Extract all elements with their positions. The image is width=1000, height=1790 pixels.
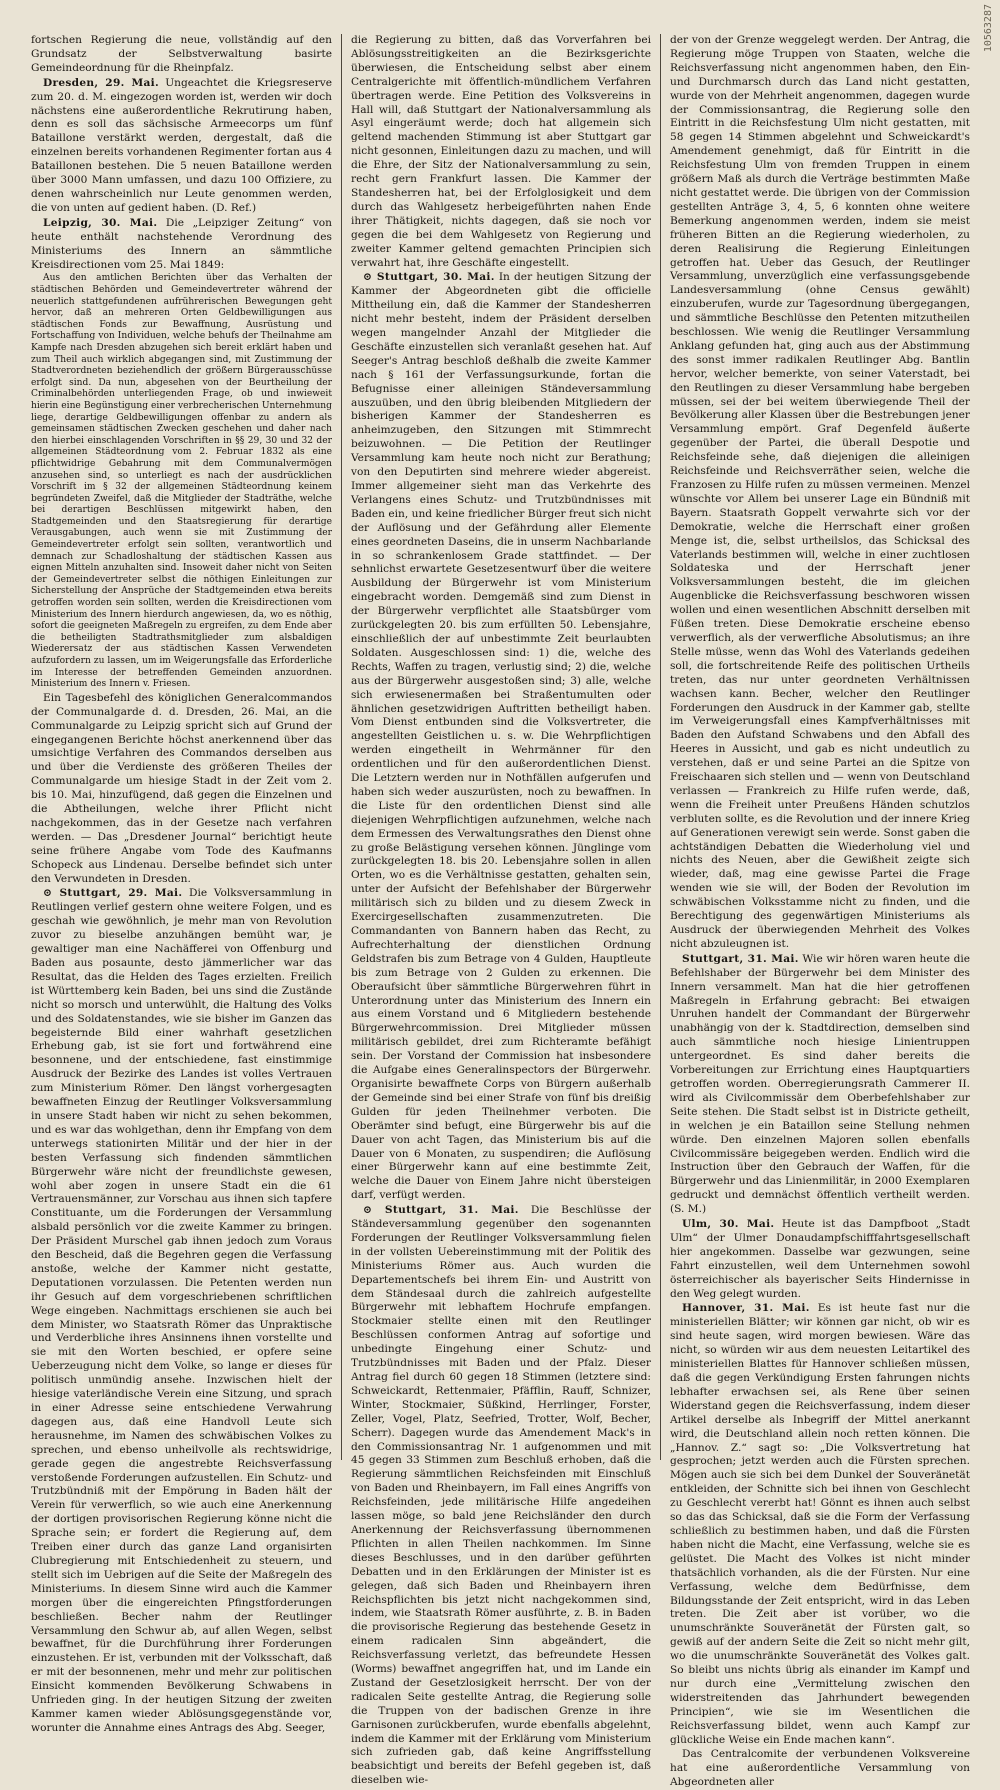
article-text: die Regierung zu bitten, daß das Vorverfahren bei Ablösungsstreitigkeiten an die Bezirksgerichte überwiesen, die Entscheidung selbst aber einem Centralgerichte mit öffentlich-mündlichem Verfahren übertragen werde. Eine Petition des Volksvereins in Hall will, daß Stuttgart der Nationalversammlung als Asyl eingeräumt werde; doch hat allgemein sich geltend machenden Stimmung ist aber Stuttgart gar nicht gesonnen, Einleitungen dazu zu machen, und will die Ehre, der Sitz der Nationalversammlung zu sein, recht gern Frankfurt lassen. Die Kammer der Standesherren hat, bei der Erfolglosigkeit und dem durch das Wahlgesetz herbeigeführten nahen Ende ihrer Thätigkeit, nichts dagegen, daß sie noch vor gegen die bei dem Wahlgesetz von Regierung und zweiter Kammer geltend gemachten Principien sich verwahrt hat, ihre Geschäfte eingestellt.	[351, 34, 651, 269]
column-2	[341, 34, 660, 1787]
newspaper-columns	[22, 34, 980, 1789]
article-dateline: Leipzig, 30. Mai.	[43, 216, 158, 229]
article-text: Wie wir hören waren heute die Befehlshaber der Bürgerwehr bei dem Minister des Innern versammelt. Man hat die hier getroffenen Maßregeln in Erfahrung gebracht: Bei etwaigen Unruhen handelt der Commandant der Bürgerwehr unabhängig von der k. Stadtdirection, demselben sind auch sämmtliche noch hiesige Linientruppen untergeordnet. Es sind daher bereits die Vorbereitungen zur Errichtung eines Hauptquartiers getroffen worden. Oberregierungsrath Cammerer II. wird als Civilcommissär dem Oberbefehlshaber zur Seite stehen. Die Stadt selbst ist in Districte getheilt, in welchen je ein Bataillon seine Stellung nehmen würde. Den einzelnen Majoren sollen ebenfalls Civilcommissäre beigegeben werden. Endlich wird die Instruction über den Gebrauch der Waffen, für die Bürgerwehr und das Linienmilitär, in 2000 Exemplaren gedruckt und demnächst öffentlich vertheilt werden. (S. M.)	[670, 952, 971, 1216]
article-text: In der heutigen Sitzung der Kammer der Abgeordneten gibt die officielle Mittheilung ein, daß die Kammer der Standesherren nicht mehr besteht, indem der Präsident derselben wegen mangelnder Anzahl der Mitglieder die Geschäfte einzustellen sich veranlaßt gesehen hat. Auf Seeger's Antrag beschloß deßhalb die zweite Kammer nach § 161 der Verfassungsurkunde, fortan die Befugnisse einer alleinigen Ständeversammlung auszuüben, und den übrig bleibenden Mitgliedern der bisherigen Kammer der Standesherren es anheimzugeben, den Sitzungen mit Stimmrecht beizuwohnen. — Die Petition der Reutlinger Versammlung kam heute noch nicht zur Berathung; von den Deputirten sind mehrere wieder abgereist. Immer allgemeiner sieht man das Verkehrte des Verlangens eines Schutz- und Trutzbündnisses mit Baden ein, und keine friedlicher Bürger freut sich nicht der Auflösung und der Gefährdung aller Elemente eines geordneten Daseins, die in unserm Nachbarlande in so schrankenlosem Grade stattfindet. — Der sehnlichst erwartete Gesetzesentwurf über die weitere Ausbildung der Bürgerwehr ist vom Ministerium eingebracht worden. Demgemäß sind zum Dienst in der Bürgerwehr verpflichtet alle Staatsbürger vom zurückgelegten 20. bis zum erfüllten 50. Lebensjahre, einschließlich der auf unbestimmte Zeit beurlaubten Soldaten. Ausgeschlossen sind: 1) die, welche des Rechts, Waffen zu tragen, verlustig sind; 2) die, welche aus der Bürgerwehr ausgestoßen sind; 3) alle, welche sich erwiesenermaßen bei Straßentumulten oder ähnlichen gesetzwidrigen Auftritten betheiligt haben. Vom Dienst entbunden sind die Volksvertreter, die angestellten Geistlichen u. s. w. Die Wehrpflichtigen werden eingetheilt in Wehrmänner für den ordentlichen und für den außerordentlichen Dienst. Die Letztern werden nur in Nothfällen aufgerufen und haben sich weder auszurüsten, noch zu bewaffnen. In die Liste für den ordentlichen Dienst sind alle diejenigen Wehrpflichtigen aufzunehmen, welche nach dem Ermessen des Verwaltungsrathes den Dienst ohne zu große Belästigung versehen können. Jünglinge vom zurückgelegten 18. bis 20. Lebensjahre sollen in allen Orten, wo es die Verhältnisse gestatten, gehalten sein, unter der Aufsicht der Befehlshaber der Bürgerwehr militärisch sich zu bilden und zu diesem Zweck in Exercirgesellschaften zusammenzutreten. Die Commandanten von Bannern haben das Recht, zu Aufrechterhaltung der dienstlichen Ordnung Geldstrafen bis zum Betrage von 4 Gulden, Hauptleute bis zum Betrage von 2 Gulden zu erkennen. Die Oberaufsicht über sämmtliche Bürgerwehren führt in Unterordnung unter das Ministerium des Innern ein aus einem Vorstand und 6 Mitgliedern bestehende Bürgerwehrcommission. Drei Mitglieder müssen militärisch gebildet, drei zum Richteramte befähigt sein. Der Vorstand der Commission hat insbesondere die Aufgabe eines Generalinspectors der Bürgerwehr. Organisirte bewaffnete Corps von Bürgern außerhalb der Gemeinde sind bei einer Strafe von fünf bis dreißig Gulden für jeden Theilnehmer verboten. Die Oberämter sind befugt, eine Bürgerwehr bis auf die Dauer von acht Tagen, das Ministerium bis auf die Dauer von 6 Monaten, zu suspendiren; die Auflösung einer Bürgerwehr kann auf eine bestimmte Zeit, welche die Dauer von Einem Jahre nicht übersteigen darf, verfügt werden.	[351, 271, 651, 1202]
article-dateline: ⊙ Stuttgart, 29. Mai.	[43, 887, 183, 900]
paragraph	[670, 34, 970, 952]
article	[670, 953, 970, 1217]
article-dateline: Ulm, 30. Mai.	[682, 1218, 775, 1231]
paragraph	[670, 1748, 970, 1790]
article	[31, 77, 332, 216]
article-text: Ein Tagesbefehl des königlichen Generalcommandos der Communalgarde d. d. Dresden, 26. Mai, an die Communalgarde zu Leipzig spricht sich auf Grund der eingegangenen Berichte höchst anerkennend über das umsichtige Verfahren des Commandos derselben aus und über die Verdienste des größeren Theiles der Communalgarde um hiesige Stadt in der Zeit vom 2. bis 10. Mai, hinzufügend, daß gegen die Einzelnen und die Abtheilungen, welche ihrer Pflicht nicht nachgekommen, das in der Gesetze nach verfahren werden. — Das „Dresdener Journal“ berichtigt heute seine frühere Angabe vom Tode des Kaufmanns Schopeck aus Lindenau. Derselbe befindet sich unter den Verwundeten in Dresden.	[31, 691, 332, 885]
article-text: Heute ist das Dampfboot „Stadt Ulm“ der Ulmer Donaudampfschifffahrtsgesellschaft hier angekommen. Dasselbe war gezwungen, seine Fahrt einzustellen, weil dem Unternehmen sowohl österreichischer als bayerischer Seits Hindernisse in den Weg gelegt wurden.	[670, 1218, 970, 1300]
column-1	[22, 34, 341, 1734]
article-dateline: ⊙ Stuttgart, 30. Mai.	[363, 271, 495, 284]
article-text: Aus den amtlichen Berichten über das Verhalten der städtischen Behörden und Gemeindevertreter während der neuerlich stattgefundenen aufrührerischen Bewegungen geht hervor, daß an mehreren Orten Geldbewilligungen aus städtischen Fonds zur Bewaffnung, Ausrüstung und Fortschaffung von Individuen, welche behufs der Theilnahme am Kampfe nach Dresden abzugehen sich bereit erklärt haben und zum Theil auch wirklich abgegangen sind, mit Zustimmung der Stadtverordneten beziehendlich der größern Bürgerausschüsse erfolgt sind. Da nun, abgesehen von der Beurtheilung der Criminalbehörden unterliegenden Frage, ob und inwieweit hierin eine Begünstigung einer verbrecherischen Unternehmung liege, derartige Geldbewilligungen offenbar zu andern als gemeinsamen städtischen Zwecken geschehen und daher nach den hierbei einschlagenden Vorschriften in §§ 29, 30 und 32 der allgemeinen Städteordnung vom 2. Februar 1832 als eine pflichtwidrige Gebahrung mit dem Communalvermögen anzusehen sind, so unterliegt es nach der ausdrücklichen Vorschrift im § 32 der allgemeinen Städteordnung keinem begründeten Zweifel, daß die Mitglieder der Stadträthe, welche bei derartigen Beschlüssen mitgewirkt haben, den Stadtgemeinden und den Staatsregierung für derartige Verausgabungen, auch wenn sie mit Zustimmung der Gemeindevertreter erfolgt sein sollten, verantwortlich und demnach zur Schadloshaltung der städtischen Kassen aus eignen Mitteln anzuhalten sind. Insoweit daher nicht von Seiten der Gemeindevertreter selbst die nöthigen Einleitungen zur Sicherstellung der Ansprüche der Stadtgemeinden etwa bereits getroffen worden sein sollten, werden die Kreisdirectionen vom Ministerium des Innern hierdurch angewiesen, da, wo es nöthig, sofort die geeigneten Maßregeln zu ergreifen, zu dem Ende aber die betheiligten Stadtrathsmitglieder zum alsbaldigen Wiederersatz der aus städtischen Kassen Verwendeten aufzufordern zu lassen, um im Weigerungsfalle das Erforderliche im Interesse der betreffenden Gemeinden anzuordnen. Ministerium des Innern v. Friesen.	[31, 273, 332, 690]
article	[670, 1302, 970, 1747]
article-text: Die „Leipziger Zeitung“ von heute enthält nachstehende Verordnung des Ministeriums des Innern an sämmtliche Kreisdirectionen vom 25. Mai 1849:	[31, 216, 333, 271]
paragraph	[31, 692, 332, 887]
article-dateline: Dresden, 29. Mai.	[43, 76, 159, 89]
article-text: Es ist heute fast nur die ministeriellen Blätter; wir können gar nicht, ob wir es sind heute sagen, wird morgen bewiesen. Wäre das nicht, so würden wir aus dem neuesten Leitartikel des ministeriellen Blattes für Hannover schließen müssen, daß die gegen Verkündigung Ersten fahrungen nichts lebhafter erwachsen sei, als Rene über seinen Widerstand gegen die Reichsverfassung, indem dieser Artikel derselbe als Inbegriff der Mittel anerkannt wird, die Deutschland allein noch retten können. Die „Hannov. Z.“ sagt so: „Die Volksvertretung hat gesprochen; jetzt werden auch die Fürsten sprechen. Mögen auch sie sich bei dem Dunkel der Souveränetät entkleiden, der Schnitte sich bei ihnen von Geschlecht zu Geschlecht vererbt hat! Gönnt es ihnen auch selbst so das das Schicksal, daß sie die Form der Verfassung schließlich zu bestimmen haben, und daß die Fürsten haben nicht die Macht, eine Verfassung, welche sie es gelüstet. Die Macht des Volkes ist nicht minder thatsächlich vorhanden, als die der Fürsten. Nur eine Verfassung, welche dem Bedürfnisse, dem Bildungsstande der Zeit entspricht, wird in das Leben treten. Die Zeit aber ist vorüber, wo die unumschränkte Souveränetät der Fürsten galt, so gewiß auf der andern Seite die Zeit so nicht mehr gilt, wo die unumschränkte Souveränetät des Volkes galt. So bleibt uns nichts übrig als einander im Kampf und nur durch eine „Vermittelung zwischen den widerstreitenden das Jahrhundert bewegenden Principien“, wie sie im Wesentlichen die Reichsverfassung bildet, wenn auch Kampf zur glückliche Weise ein Ende machen kann“.	[670, 1302, 970, 1746]
article	[351, 271, 651, 1203]
article-text: fortschen Regierung die neue, vollständig auf den Grundsatz der Selbstverwaltung basirte Gemeindeordnung für die Rheinpfalz.	[31, 34, 332, 74]
article-text: der von der Grenze weggelegt werden. Der Antrag, die Regierung möge Truppen von Staaten, welche die Reichsverfassung nicht angenommen haben, den Ein- und Durchmarsch durch das Land nicht gestatten, wurde von der Mehrheit angenommen, dagegen wurde der Commissionsantrag, die Regierung solle den Eintritt in die Reichsfestung Ulm nicht gestatten, mit 58 gegen 14 Stimmen abgelehnt und Schweickardt's Amendement genehmigt, daß für Eintritt in die Reichsfestung Ulm von fremden Truppen in einem größern Maß als durch die Verträge bestimmten Maße nicht gestattet werde. Die übrigen von der Commission gestellten Anträge 3, 4, 5, 6 konnten ohne weitere Bemerkung angenommen werden, indem sie meist früheren Bitten an die Regierung wiederholen, zu deren Realisirung die Regierung Einleitungen getroffen hat. Ueber das Gesuch, der Reutlinger Versammlung, unverzüglich eine verfassungsgebende Landesversammlung (ohne Census gewählt) einzuberufen, wurde zur Tagesordnung übergegangen, und sämmtliche Beschlüsse den Petenten mitzutheilen beschlossen. Wie wenig die Reutlinger Versammlung Anklang gefunden hat, ging auch aus der Abstimmung des sonst immer radikalen Reutlinger Abg. Bantlin hervor, welcher bemerkte, von seiner Vaterstadt, bei den Reutlingen zu dieser Versammlung habe bergeben müssen, sei der bei weitem überwiegende Theil der Bevölkerung aller Klassen über die Bestrebungen jener Versammlung empört. Graf Degenfeld äußerte gegenüber der Partei, die überall Despotie und Reichsfeinde sehe, daß diejenigen die alleinigen Reichsfeinde und Reichsverräther seien, welche die Franzosen zu Hilfe rufen zu müssen vermeinen. Menzel wünschte vor Allem bei unserer Lage ein Bündniß mit Bayern. Staatsrath Goppelt verwahrte sich vor der Demokratie, welche die Herrschaft einer großen Menge ist, die, selbst urtheilslos, das Schicksal des Vaterlands bestimmen will, welche in einer zuchtlosen Soldateska und der Herrschaft jener Volksversammlungen besteht, die im gleichen Augenblicke die Reichsverfassung beschworen wissen wollen und einen wesentlichen Abschnitt derselben mit Füßen treten. Diese Demokratie erscheine ebenso verwerflich, als der verwerfliche Absolutismus; an ihre Stelle müsse, wenn das Wohl des Vaterlands gedeihen soll, die fortschreitende Reife des politischen Urtheils treten, das nur unter geordneten Verhältnissen wachsen kann. Becher, welcher den Reutlinger Forderungen den Ausdruck in der Kammer gab, stellte im Verweigerungsfall eines Kampfverhältnisses mit Baden den Aufstand Schwabens und den Abfall des Heeres in Aussicht, und gab es nicht undeutlich zu verstehen, daß er und seine Partei an die Spitze von Freischaaren sich stellen und — wenn von Deutschland verlassen — Frankreich zu Hilfe rufen werde, daß, wenn die Freiheit unter Preußens Händen schutzlos verbluten sollte, es die Revolution und der innere Krieg auf Generationen verewigt sein werde. Sonst gaben die achtständigen Debatten die Wiederholung viel und nichts des Neuen, aber die Gewißheit zeigte sich wieder, daß, mag eine gewisse Partei die Frage wenden wie sie will, der Boden der Revolution im schwäbischen Volksstamme nicht zu finden, und die Berechtigung des gegenwärtigen Ministeriums als Ausdruck der überwiegenden Mehrheit des Volkes nicht abzuleugnen ist.	[670, 34, 970, 950]
article-text: Die Beschlüsse der Ständeversammlung gegenüber den sogenannten Forderungen der Reutlinger Volksversammlung fielen in der vollsten Uebereinstimmung mit der Politik des Ministeriums Römer aus. Auch wurden die Departementschefs bei ihrem Ein- und Austritt von dem Ständesaal durch die zahlreich aufgestellte Bürgerwehr mit lebhaftem Hochrufe empfangen. Stockmaier stellte einen mit den Reutlinger Beschlüssen conformen Antrag auf sofortige und unbedingte Eingehung einer Schutz- und Trutzbündnisses mit Baden und der Pfalz. Dieser Antrag fiel durch 60 gegen 18 Stimmen (letztere sind: Schweickardt, Rettenmaier, Pfäfflin, Rauff, Schnizer, Winter, Stockmaier, Süßkind, Herrlinger, Forster, Zeller, Vogel, Platz, Seefried, Trotter, Wolf, Becher, Scherr). Dagegen wurde das Amendement Mack's in den Commissionsantrag Nr. 1 aufgenommen und mit 45 gegen 33 Stimmen zum Beschluß erhoben, daß die Regierung sämmtlichen Reichsfeinden mit Einschluß von Baden und Rheinbayern, im Fall eines Angriffs von Reichsfeinden, jede militärische Hilfe angedeihen lassen möge, so bald jene Reichsländer den durch Anerkennung der Reichsverfassung übernommenen Pflichten in allen Theilen nachkommen. Im Sinne dieses Beschlusses, und in den darüber geführten Debatten und in den Erklärungen der Minister ist es gelegen, daß sich Baden und Rheinbayern ihren Reichspflichten bis jetzt nicht nachgekommen sind, indem, wie Staatsrath Römer ausführte, z. B. in Baden die provisorische Regierung das bestehende Gesetz in einem radicalen Sinn abgeändert, die Reichsverfassung verletzt, das befreundete Hessen (Worms) bewaffnet angegriffen hat, und im Lande ein Zustand der Gesetzlosigkeit herrscht. Der von der radicalen Seite gestellte Antrag, die Regierung solle die Truppen von der badischen Grenze in ihre Garnisonen zurückberufen, wurde ebenfalls abgelehnt, indem die Kammer mit der Erklärung vom Ministerium sich zufrieden gab, daß keine Angriffsstellung beabsichtigt und bereits der Befehl gegeben ist, daß dieselben wie-	[351, 1204, 651, 1787]
article	[670, 1218, 970, 1301]
article-dateline: Hannover, 31. Mai.	[682, 1302, 810, 1315]
article-text: Die Volksversammlung in Reutlingen verlief gestern ohne weitere Folgen, und es geschah wie gewöhnlich, je mehr man von Revolution zuvor zu bieselbe anzuhängen bemüht war, je gewaltiger man eine Nachäfferei von Offenburg und Baden aus posaunte, desto jämmerlicher war das Resultat, das die Helden des Tages erzielten. Freilich ist Württemberg kein Baden, bei uns sind die Zustände nicht so morsch und unterwühlt, die Haltung des Volks und des Soldatenstandes, wie sie bisher im Ganzen das begeisternde Bild einer wahrhaft gesetzlichen Erhebung gab, ist sie fort und fortwährend eine besonnene, und der entschiedene, fast einstimmige Ausdruck der Bezirke des Landes ist volles Vertrauen zum Ministerium Römer. Den längst vorhergesagten bewaffneten Einzug der Reutlinger Volksversammlung in unsere Stadt haben wir nicht zu sehen bekommen, und es war das wohlgethan, denn ihr Empfang von dem unterwegs stationirten Militär und der hier in der besten Verfassung sich findenden sämmtlichen Bürgerwehr wäre nicht der freundlichste gewesen, wohl aber zogen in unsere Stadt ein die 61 Vertrauensmänner, zur Vorschau aus ihnen sich tapfere Constituante, um die Forderungen der Versammlung alsbald persönlich vor die zweite Kammer zu bringen. Der Präsident Murschel gab ihnen jedoch zum Voraus den Bescheid, daß die Begehren gegen die Verfassung anstoße, welche der Kammer nicht gestatte, Deputationen vorzulassen. Die Petenten werden nun ihr Gesuch auf dem vorgeschriebenen schriftlichen Wege eingeben. Nachmittags erschienen sie auch bei dem Minister, wo Staatsrath Römer das Unpraktische und Verderbliche ihres Ansinnens ihnen vorstellte und sie mit den Worten beschied, er opfere seine Ueberzeugung nicht dem Volke, so lange er dieses für politisch unmündig ansehe. Inzwischen hielt der hiesige vaterländische Verein eine Sitzung, und sprach in einer Adresse seine entschiedene Verwahrung dagegen aus, daß eine Handvoll Leute sich herausnehme, im Namen des schwäbischen Volkes zu sprechen, und ebenso unheilvolle als rechtswidrige, gerade gegen die angestrebte Reichsverfassung verstoßende Forderungen aufzustellen. Ein Schutz- und Trutzbündniß mit der Empörung in Baden hält der Verein für verwerflich, so wie auch eine Anerkennung der dortigen provisorischen Regierung könne nicht die Sprache sein; er fordert die Regierung auf, dem Treiben einer durch das ganze Land organisirten Clubregierung mit Entschiedenheit zu steuern, und stellt sich im Uebrigen auf die Seite der Maßregeln des Ministeriums. In diesem Sinne wird auch die Kammer morgen über die eingereichten Pfingstforderungen beschließen. Becher nahm der Reutlinger Versammlung den Schwur ab, auf allen Wegen, selbst bewaffnet, für die Durchführung ihrer Forderungen einzustehen. Er ist, verbunden mit der Volksschaft, daß er mit der besonnenen, mehr und mehr zur politischen Einsicht kommenden Bevölkerung Schwabens in Unfrieden ging. In der heutigen Sitzung der zweiten Kammer kamen wieder Ablösungsgegenstände vor, worunter die Annahme eines Antrags des Abg. Seeger,	[31, 887, 332, 1734]
article-text: Das Centralcomite der verbundenen Volksvereine hat eine außerordentliche Versammlung von Abgeordneten aller	[670, 1748, 970, 1789]
article-dateline: Stuttgart, 31. Mai.	[682, 952, 799, 965]
column-3	[660, 34, 979, 1789]
paragraph	[31, 34, 332, 76]
article	[31, 887, 332, 1735]
decree-text	[31, 273, 332, 690]
article-text: Ungeachtet die Kriegsreserve zum 20. d. M. eingezogen worden ist, werden wir doch nächstens eine außerordentliche Rekrutirung haben, denn es soll das sächsische Armeecorps um fünf Bataillone verstärkt werden, dergestalt, daß die einzelnen bereits vorhandenen Regimenter fortan aus 4 Bataillonen bestehen. Die 5 neuen Bataillone werden über 3000 Mann umfassen, und dazu 100 Offiziere, zu denen wahrscheinlich nur Leute genommen werden, die von unten auf gedient haben. (D. Ref.)	[31, 76, 332, 214]
page-id: 10563287	[983, 4, 994, 53]
paragraph	[351, 34, 651, 270]
article	[351, 1204, 651, 1788]
article-dateline: ⊙ Stuttgart, 31. Mai.	[363, 1204, 519, 1217]
article	[31, 217, 332, 273]
